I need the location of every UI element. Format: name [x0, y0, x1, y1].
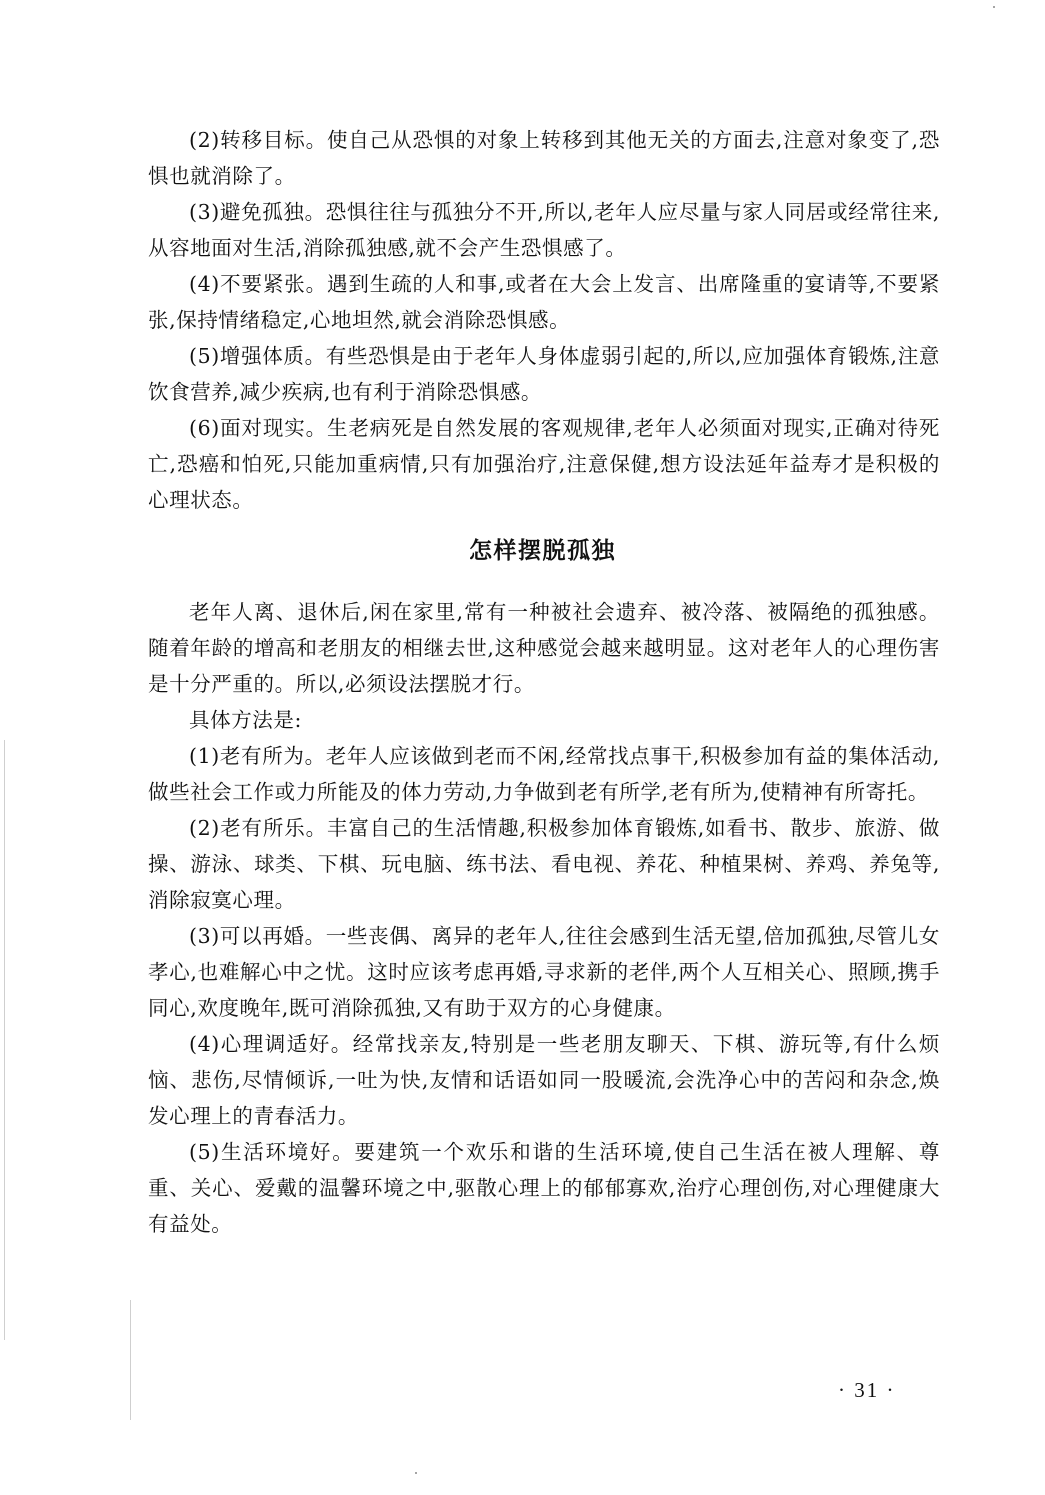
paragraph: (3)避免孤独。恐惧往往与孤独分不开,所以,老年人应尽量与家人同居或经常往来,从容地面对生活,消除孤独感,就不会产生恐惧感了。	[148, 200, 940, 260]
scan-edge-line	[4, 740, 5, 1340]
paragraph: (3)可以再婚。一些丧偶、离异的老年人,往往会感到生活无望,倍加孤独,尽管儿女孝心,也难解心中之忧。这时应该考虑再婚,寻求新的老伴,两个人互相关心、照顾,携手同心,欢度晚年,既可消除孤独,又有助于双方的心身健康。	[148, 924, 940, 1020]
loneliness-section	[148, 594, 940, 1242]
paragraph: (1)老有所为。老年人应该做到老而不闲,经常找点事干,积极参加有益的集体活动,做些社会工作或力所能及的体力劳动,力争做到老有所学,老有所为,使精神有所寄托。	[148, 744, 940, 804]
section-heading: 怎样摆脱孤独	[469, 538, 616, 564]
paragraph: (6)面对现实。生老病死是自然发展的客观规律,老年人必须面对现实,正确对待死亡,恐癌和怕死,只能加重病情,只有加强治疗,注意保健,想方设法延年益寿才是积极的心理状态。	[148, 416, 940, 512]
scan-speck	[993, 6, 995, 8]
paragraph: (2)老有所乐。丰富自己的生活情趣,积极参加体育锻炼,如看书、散步、旅游、做操、游泳、球类、下棋、玩电脑、练书法、看电视、养花、种植果树、养鸡、养兔等,消除寂寞心理。	[148, 816, 940, 912]
fear-remedies-section	[148, 122, 940, 518]
paragraph: 老年人离、退休后,闲在家里,常有一种被社会遗弃、被冷落、被隔绝的孤独感。随着年龄的增高和老朋友的相继去世,这种感觉会越来越明显。这对老年人的心理伤害是十分严重的。所以,必须设法摆脱才行。	[148, 600, 940, 696]
paragraph: (4)不要紧张。遇到生疏的人和事,或者在大会上发言、出席隆重的宴请等,不要紧张,保持情绪稳定,心地坦然,就会消除恐惧感。	[148, 272, 940, 332]
scan-edge-line	[130, 1300, 131, 1420]
page-number: · 31 ·	[838, 1378, 896, 1402]
paragraph: (4)心理调适好。经常找亲友,特别是一些老朋友聊天、下棋、游玩等,有什么烦恼、悲伤,尽情倾诉,一吐为快,友情和话语如同一股暖流,会洗净心中的苦闷和杂念,焕发心理上的青春活力。	[148, 1032, 940, 1128]
scan-speck	[415, 1472, 417, 1474]
paragraph: 具体方法是:	[189, 708, 303, 732]
paragraph: (5)增强体质。有些恐惧是由于老年人身体虚弱引起的,所以,应加强体育锻炼,注意饮食营养,减少疾病,也有利于消除恐惧感。	[148, 344, 940, 404]
paragraph: (5)生活环境好。要建筑一个欢乐和谐的生活环境,使自己生活在被人理解、尊重、关心、爱戴的温馨环境之中,驱散心理上的郁郁寡欢,治疗心理创伤,对心理健康大有益处。	[148, 1140, 940, 1236]
paragraph: (2)转移目标。使自己从恐惧的对象上转移到其他无关的方面去,注意对象变了,恐惧也就消除了。	[148, 128, 940, 188]
